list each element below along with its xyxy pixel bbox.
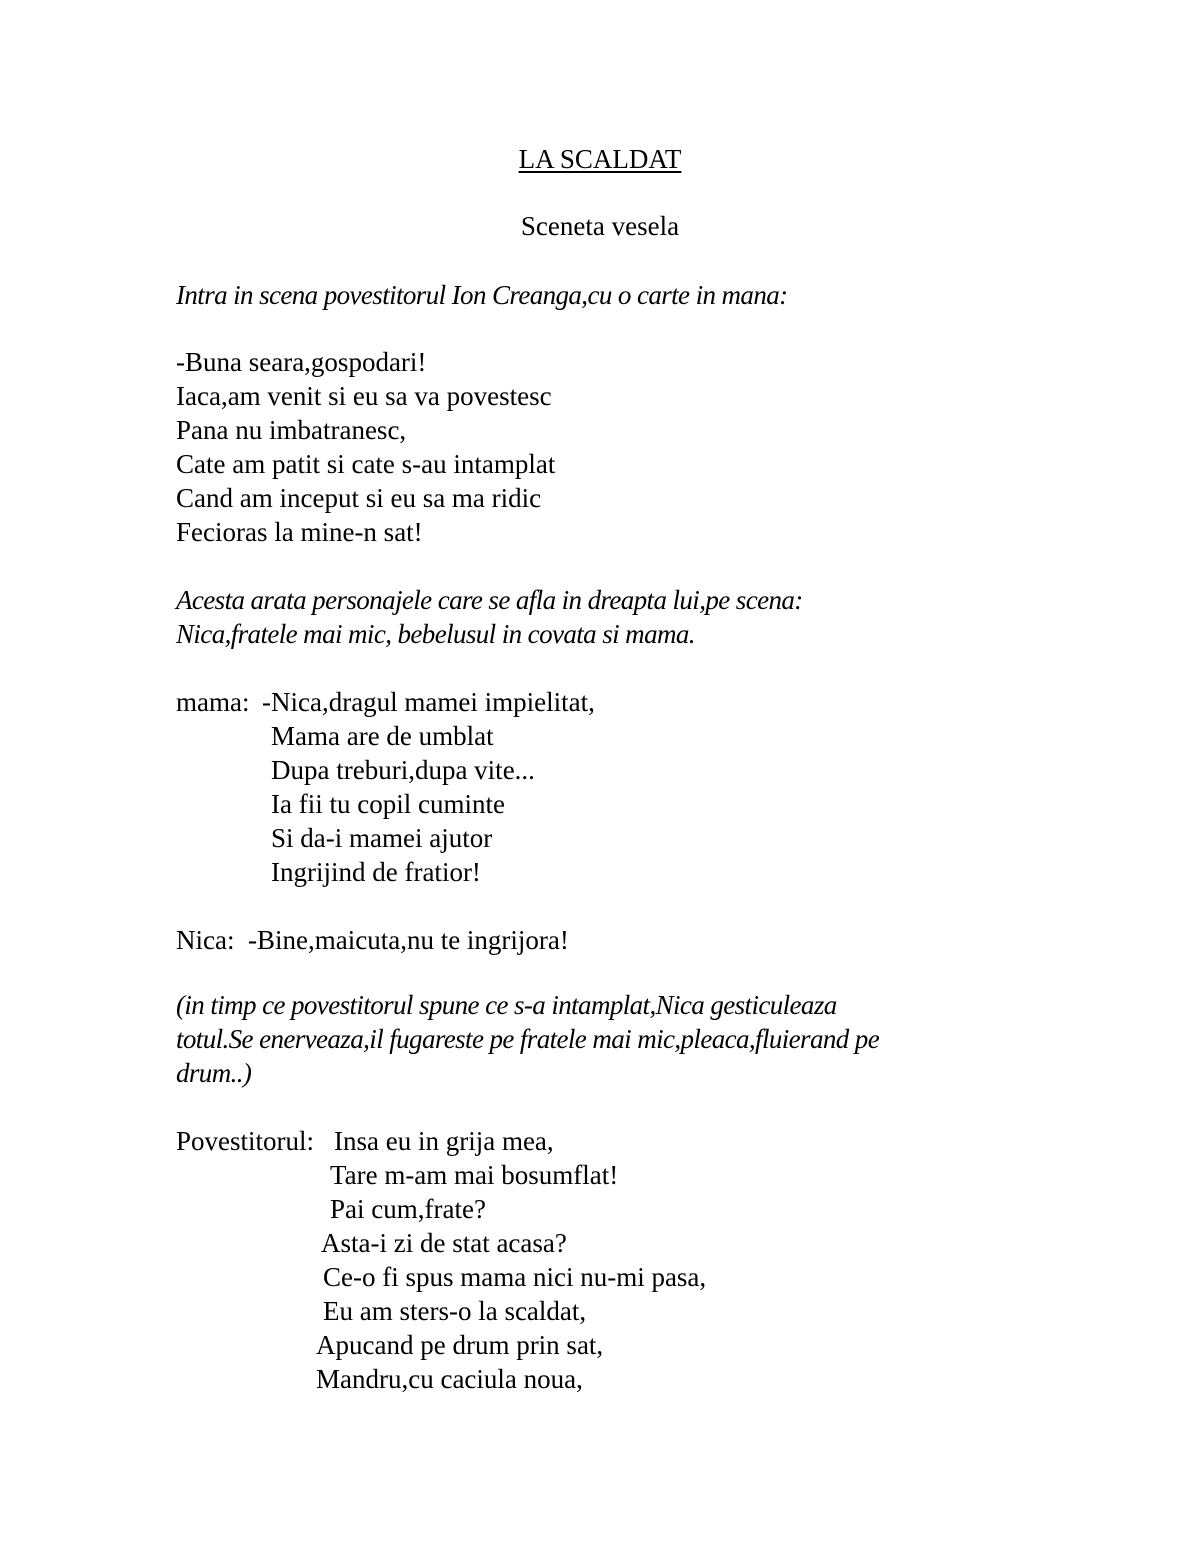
direction-line: drum..) bbox=[176, 1058, 252, 1088]
verse-line: Dupa treburi,dupa vite... bbox=[271, 755, 535, 785]
verse-line: Eu am sters-o la scaldat, bbox=[323, 1296, 587, 1326]
verse-line: Cand am inceput si eu sa ma ridic bbox=[176, 483, 542, 513]
verse-line: Fecioras la mine-n sat! bbox=[176, 517, 423, 547]
stage-direction-intro: Intra in scena povestitorul Ion Creanga,cu o carte in mana: bbox=[176, 280, 788, 310]
speaker-mama: mama: bbox=[176, 687, 250, 717]
mama-lines-indented bbox=[271, 719, 535, 889]
direction-line: (in timp ce povestitorul spune ce s-a intamplat,Nica gesticuleaza bbox=[176, 990, 837, 1020]
verse-line: -Buna seara,gospodari! bbox=[176, 347, 427, 377]
direction-line: Acesta arata personajele care se afla in dreapta lui,pe scena: bbox=[176, 585, 803, 615]
verse-line: Ia fii tu copil cuminte bbox=[271, 789, 505, 819]
verse-line: Cate am patit si cate s-au intamplat bbox=[176, 449, 556, 479]
verse-line: Tare m-am mai bosumflat! bbox=[330, 1160, 619, 1190]
nica-line: -Bine,maicuta,nu te ingrijora! bbox=[248, 925, 569, 955]
document-subtitle: Sceneta vesela bbox=[520, 211, 680, 241]
stage-direction-action bbox=[176, 988, 879, 1090]
document-title: LA SCALDAT bbox=[518, 144, 682, 174]
creanga-opening bbox=[176, 345, 555, 549]
verse-line: Apucand pe drum prin sat, bbox=[316, 1330, 604, 1360]
verse-line: Mama are de umblat bbox=[271, 721, 494, 751]
direction-line: Nica,fratele mai mic, bebelusul in covata si mama. bbox=[176, 619, 695, 649]
stage-direction-characters bbox=[176, 583, 803, 651]
verse-line: Asta-i zi de stat acasa? bbox=[321, 1228, 567, 1258]
verse-line: Ce-o fi spus mama nici nu-mi pasa, bbox=[323, 1262, 707, 1292]
direction-line: totul.Se enerveaza,il fugareste pe fratele mai mic,pleaca,fluierand pe bbox=[176, 1024, 880, 1054]
verse-line: Mandru,cu caciula noua, bbox=[316, 1364, 583, 1394]
verse-line: -Nica,dragul mamei impielitat, bbox=[262, 687, 595, 717]
verse-line: Pai cum,frate? bbox=[330, 1194, 486, 1224]
povestitorul-first-line: Insa eu in grija mea, bbox=[334, 1126, 554, 1156]
mama-lines bbox=[262, 685, 595, 719]
speaker-povestitorul: Povestitorul: bbox=[176, 1126, 315, 1156]
verse-line: Si da-i mamei ajutor bbox=[271, 823, 493, 853]
verse-line: Iaca,am venit si eu sa va povestesc bbox=[176, 381, 552, 411]
speaker-nica: Nica: bbox=[176, 925, 235, 955]
verse-line: Pana nu imbatranesc, bbox=[176, 415, 407, 445]
verse-line: Ingrijind de fratior! bbox=[271, 857, 481, 887]
